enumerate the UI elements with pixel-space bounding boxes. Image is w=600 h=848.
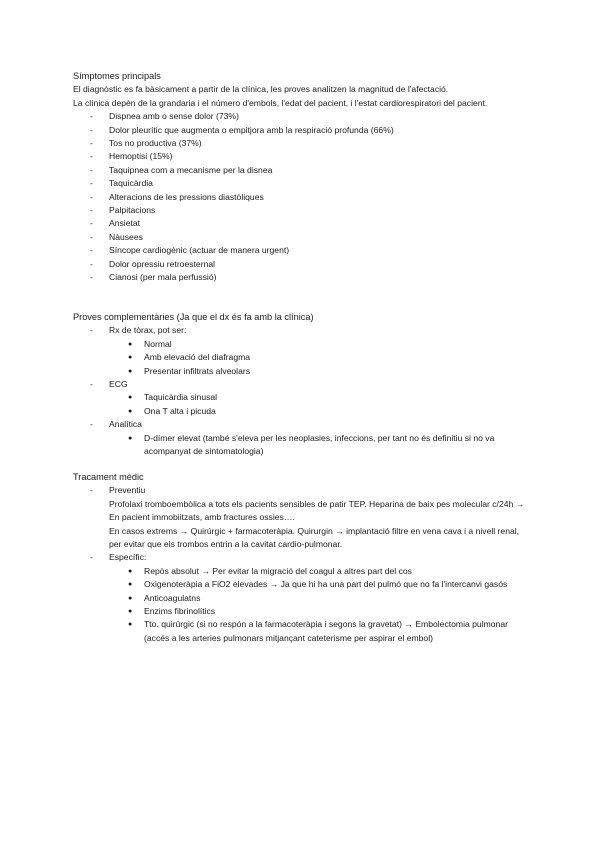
symptoms-intro-2: La clínica depèn de la grandaria i el número d'embols, l'edat del pacient, i l'estat cardiorespiratori del pacient. xyxy=(73,97,488,108)
bullet-marker: ● xyxy=(128,567,133,575)
list-item: - Específic: xyxy=(73,551,533,564)
dash-marker: - xyxy=(90,258,93,269)
dash-marker: - xyxy=(90,379,93,390)
list-item: ● Normal xyxy=(73,338,533,351)
dash-marker: - xyxy=(90,485,93,496)
dash-marker: - xyxy=(90,124,93,135)
bullet-marker: ● xyxy=(128,581,133,589)
dash-marker: - xyxy=(90,218,93,229)
dash-marker: - xyxy=(90,272,93,283)
dash-marker: - xyxy=(90,419,93,430)
bullet-marker: ● xyxy=(128,608,133,616)
symptoms-intro-1: El diagnòstic es fa bàsicament a partir de la clínica, les proves analitzen la magnitud de l'afectació. xyxy=(73,84,449,95)
preventive-text-2: En casos extrems → Quirúrgic + farmacoteràpia. Quirurgin → implantació filtre en vena cava i a nivell renal, per evitar que els trombos entrin a la cavitat cardio-pulmonar. xyxy=(109,525,520,550)
list-item: ● D-dímer elevat (també s'eleva per les neoplasies, infeccions, per tant no és definitiu si no va acompanyat de sintomatologia) xyxy=(128,432,495,457)
dash-marker: - xyxy=(90,325,93,336)
list-item: - Hemoptisi (15%) xyxy=(73,150,533,163)
list-item: - Tos no productiva (37%) xyxy=(73,137,533,150)
list-item: - Palpitacions xyxy=(73,204,533,217)
bullet-marker: ● xyxy=(128,621,133,629)
list-item: ● Anticoagulatns xyxy=(73,592,533,605)
list-item: - Dispnea amb o sense dolor (73%) xyxy=(73,110,533,123)
list-item: ● Presentar infiltrats alveolars xyxy=(73,365,533,378)
list-item: ● Amb elevació del diafragma xyxy=(73,351,533,364)
list-item: - Síncope cardiogènic (actuar de manera urgent) xyxy=(73,244,533,257)
list-item: - Rx de tòrax, pot ser: xyxy=(73,324,533,337)
list-item: - Alteracions de les pressions diastòliques xyxy=(73,191,533,204)
list-item: - Preventiu xyxy=(73,484,533,497)
bullet-marker: ● xyxy=(128,407,133,415)
bullet-marker: ● xyxy=(128,394,133,402)
dash-marker: - xyxy=(90,205,93,216)
list-item: - Taquipnea com a mecanisme per la disnea xyxy=(73,164,533,177)
list-item: ● Tto. quirúrgic (si no respón a la farmacoteràpia i segons la gravetat) → Embolectomia pulmonar (accés a les arteries pulmonars mitjançant cateterisme per aspirar el embol) xyxy=(128,619,508,643)
dash-marker: - xyxy=(90,151,93,162)
treatment-heading: Tracament mèdic xyxy=(73,472,144,482)
bullet-marker: ● xyxy=(128,594,133,602)
list-item: - Nàusees xyxy=(73,231,533,244)
list-item: - Dolor opressiu retroesternal xyxy=(73,258,533,271)
dash-marker: - xyxy=(90,138,93,149)
tests-heading: Proves complementàries (Ja que el dx és fa amb la clínica) xyxy=(73,312,314,322)
dash-marker: - xyxy=(90,191,93,202)
symptoms-heading: Símptomes principals xyxy=(73,71,161,81)
symptoms-section xyxy=(73,70,533,285)
dash-marker: - xyxy=(90,552,93,563)
bullet-marker: ● xyxy=(128,367,133,375)
preventive-text-1: Profolaxi tromboembòlica a tots els pacients sensibles de patir TEP. Heparina de baix pes molecular c/24h → En pacient immobiitzats, amb fractures ossies…. xyxy=(109,498,525,523)
dash-marker: - xyxy=(90,245,93,256)
list-item: ● Repòs absolut → Per evitar la migració del coagul a altres part del cos xyxy=(73,565,533,578)
list-item: - Taquicàrdia xyxy=(73,177,533,190)
bullet-marker: ● xyxy=(128,340,133,348)
bullet-marker: ● xyxy=(128,354,133,362)
symptoms-list xyxy=(73,110,533,284)
list-item: - Ansietat xyxy=(73,217,533,230)
dash-marker: - xyxy=(90,111,93,122)
list-item: - ECG xyxy=(73,378,533,391)
dash-marker: - xyxy=(90,178,93,189)
list-item: - Dolor pleurític que augmenta o empitjora amb la respiració profunda (66%) xyxy=(73,124,533,137)
list-item: ● Taquicàrdia sinusal xyxy=(73,391,533,404)
list-item: ● Ona T alta i picuda xyxy=(73,405,533,418)
dash-marker: - xyxy=(90,164,93,175)
list-item: ● Enzims fibrinolítics xyxy=(73,605,533,618)
list-item: ● Oxigenoteràpia a FiO2 elevades → Ja que hi ha una part del pulmó que no fa l'intercanvi gasós xyxy=(73,578,533,591)
list-item: - Cianosi (per mala perfussió) xyxy=(73,271,533,284)
list-item: - Analítica xyxy=(73,418,533,431)
treatment-section xyxy=(73,471,533,645)
bullet-marker: ● xyxy=(128,434,133,442)
tests-section xyxy=(73,311,533,458)
dash-marker: - xyxy=(90,231,93,242)
